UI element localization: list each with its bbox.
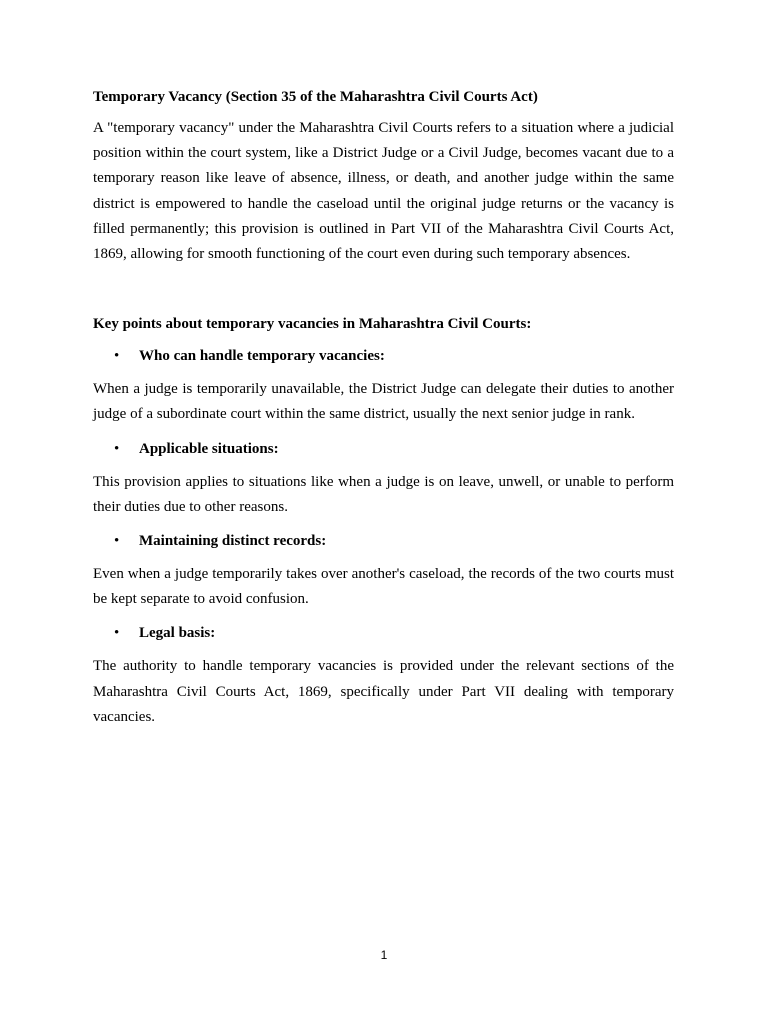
bullet-heading: Legal basis: <box>139 625 216 642</box>
bullet-heading: Applicable situations: <box>139 440 279 457</box>
bullet-dot-icon: • <box>114 440 120 457</box>
bullet-heading: Who can handle temporary vacancies: <box>139 348 385 365</box>
bullet-dot-icon: • <box>114 348 120 365</box>
bullet-dot-icon: • <box>114 625 120 642</box>
point-paragraph: The authority to handle temporary vacancies is provided under the relevant sections of the Maharashtra Civil Courts Act, 1869, specifically under Part VII dealing with temporary vacancies. <box>93 658 674 725</box>
point-paragraph: This provision applies to situations like when a judge is on leave, unwell, or unable to perform their duties due to other reasons. <box>93 473 674 515</box>
document-content <box>93 86 674 730</box>
bullet-item-who-can-handle <box>93 345 674 367</box>
point-paragraph: Even when a judge temporarily takes over another's caseload, the records of the two courts must be kept separate to avoid confusion. <box>93 566 674 608</box>
point-paragraph: When a judge is temporarily unavailable, the District Judge can delegate their duties to another judge of a subordinate court within the same district, usually the next senior judge in rank. <box>93 381 674 423</box>
key-points-heading: Key points about temporary vacancies in Maharashtra Civil Courts: <box>93 316 532 333</box>
intro-paragraph: A "temporary vacancy" under the Maharashtra Civil Courts refers to a situation where a judicial position within the court system, like a District Judge or a Civil Judge, becomes vacant due to a temporary reason like leave of absence, illness, or death, and another judge within the same district is empowered to handle the caseload until the original judge returns or the vacancy is filled permanently; this provision is outlined in Part VII of the Maharashtra Civil Courts Act, 1869, allowing for smooth functioning of the court even during such temporary absences. <box>93 120 674 263</box>
bullet-item-applicable-situations <box>93 438 674 460</box>
bullet-item-distinct-records <box>93 530 674 552</box>
bullet-heading: Maintaining distinct records: <box>139 533 327 550</box>
document-title: Temporary Vacancy (Section 35 of the Maharashtra Civil Courts Act) <box>93 89 538 105</box>
page-number: 1 <box>380 948 388 962</box>
bullet-dot-icon: • <box>114 533 120 550</box>
bullet-item-legal-basis <box>93 622 674 644</box>
